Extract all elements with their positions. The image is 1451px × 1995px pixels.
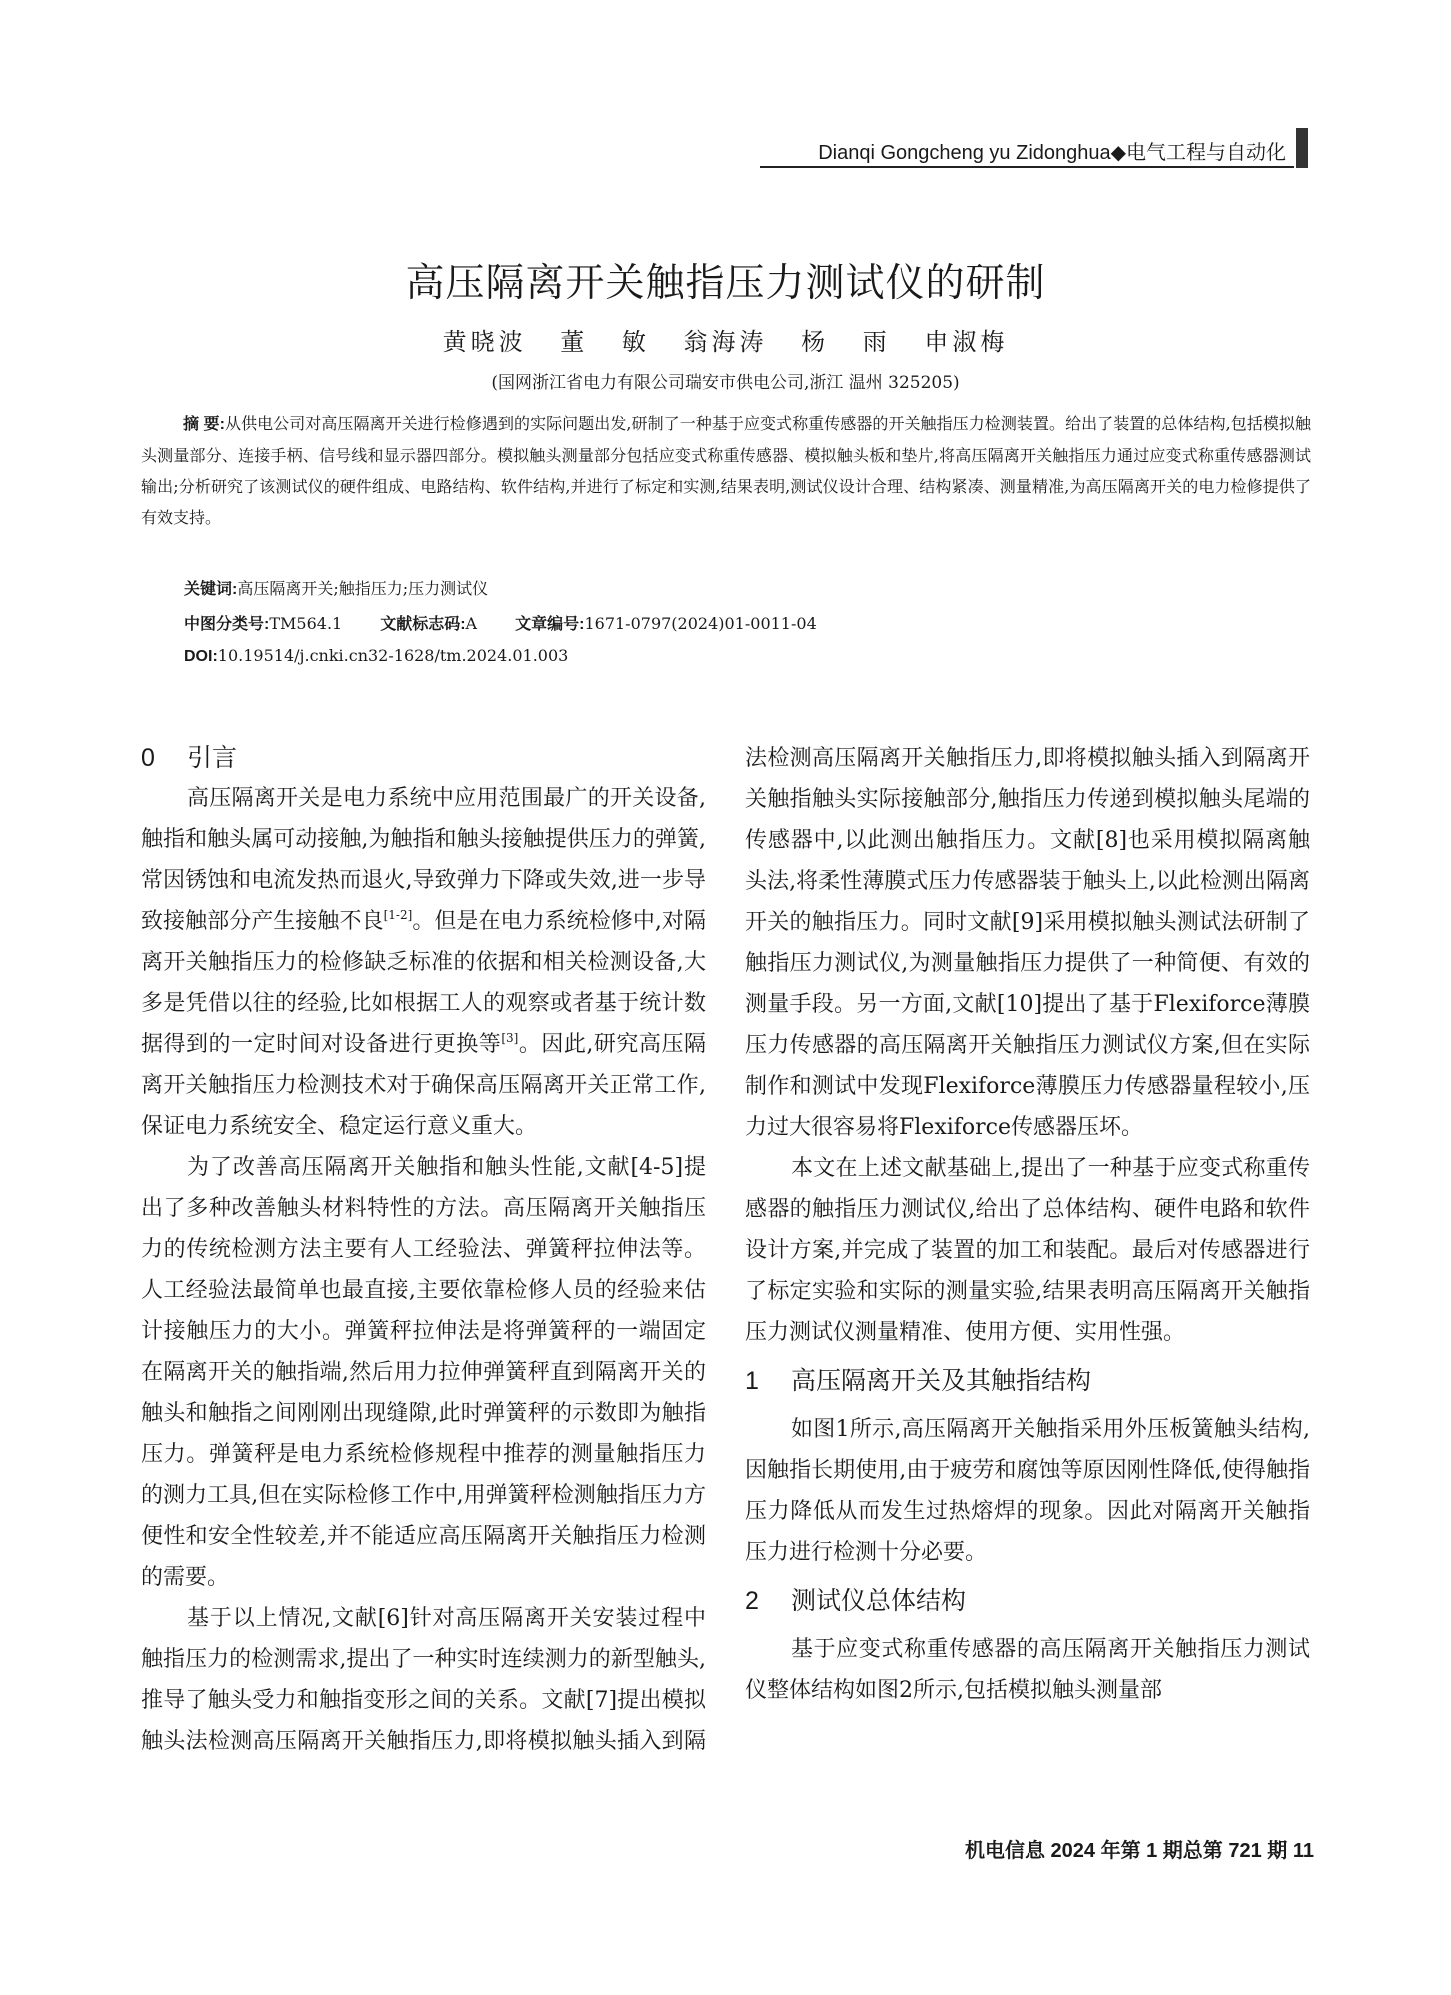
author-list: 黄晓波 董 敏 翁海涛 杨 雨 申淑梅 <box>442 328 1009 356</box>
keywords-label: 关键词: <box>184 581 238 598</box>
paragraph-text: 。但是在电力系统检修中,对隔离开关触指压力的检修缺乏标准的依据和相关检测设备,大多是凭借以往的经验,比如根据工人的观察或者基于统计数据得到的一定时间对设备进行更换等 <box>141 909 706 1057</box>
author-affiliation: (国网浙江省电力有限公司瑞安市供电公司,浙江 温州 325205) <box>491 373 960 393</box>
paragraph-2: 为了改善高压隔离开关触指和触头性能,文献[4-5]提出了多种改善触头材料特性的方法。高压隔离开关触指压力的传统检测方法主要有人工经验法、弹簧秤拉伸法等。人工经验法最简单也最直接,主要依靠检修人员的经验来估计接触压力的大小。弹簧秤拉伸法是将弹簧秤的一端固定在隔离开关的触指端,然后用力拉伸弹簧秤直到隔离开关的触头和触指之间刚刚出现缝隙,此时弹簧秤的示数即为触指压力。弹簧秤是电力系统检修规程中推荐的测量触指压力的测力工具,但在实际检修工作中,用弹簧秤检测触指压力方便性和安全性较差,并不能适应高压隔离开关触指压力检测的需要。 <box>141 1155 706 1590</box>
body-column-left <box>141 738 706 1762</box>
paragraph-1 <box>141 778 706 1147</box>
doi-label: DOI: <box>184 648 218 665</box>
paragraph-text: 。因此,研究高压隔离开关触指压力检测技术对于确保高压隔离开关正常工作,保证电力系统安全、稳定运行意义重大。 <box>141 1032 706 1139</box>
paragraph-3: 基于以上情况,文献[6]针对高压隔离开关安装过程中触指压力的检测需求,提出了一种实时连续测力的新型触头,推导了触头受力和触指变形之间的关系。文献[7]提出模拟触头法检测高压隔离开关触指压力,即将模拟触头插入到隔 <box>141 1606 706 1754</box>
citation-ref: [3] <box>501 1031 519 1045</box>
paragraph-5: 如图1所示,高压隔离开关触指采用外压板簧触头结构,因触指长期使用,由于疲劳和腐蚀等原因刚性降低,使得触指压力降低从而发生过热熔焊的现象。因此对隔离开关触指压力进行检测十分必要。 <box>745 1417 1310 1565</box>
section-number: 1 <box>745 1367 759 1395</box>
doc-code-value: A <box>465 614 478 633</box>
doi-line <box>184 646 568 666</box>
paragraph-text: 法检测高压隔离开关触指压力,即将模拟触头插入到隔离开关触指触头实际接触部分,触指压力传递到模拟触头尾端的传感器中,以此测出触指压力。文献[8]也采用模拟隔离触头法,将柔性薄膜式压力传感器装于触头上,以此检测出隔离开关的触指压力。同时文献[9]采用模拟触头测试法研制了触指压力测试仪,为测量触指压力提供了一种简便、有效的测量手段。另一方面,文献[10]提出了基于Flexiforce薄膜压力传感器的高压隔离开关触指压力测试仪方案,但在实际制作和测试中发现Flexiforce薄膜压力传感器量程较小,压力过大很容易将Flexiforce传感器压坏。 <box>745 746 1310 1140</box>
paragraph-4: 本文在上述文献基础上,提出了一种基于应变式称重传感器的触指压力测试仪,给出了总体结构、硬件电路和软件设计方案,并完成了装置的加工和装配。最后对传感器进行了标定实验和实际的测量实验,结果表明高压隔离开关触指压力测试仪测量精准、使用方便、实用性强。 <box>745 1156 1310 1345</box>
section-title: 高压隔离开关及其触指结构 <box>791 1367 1092 1395</box>
doi-value: 10.19514/j.cnki.cn32-1628/tm.2024.01.003 <box>217 646 569 665</box>
keywords-line <box>184 576 488 599</box>
clc-value: TM564.1 <box>269 614 343 633</box>
clc-label: 中图分类号: <box>184 616 270 633</box>
doc-code-label: 文献标志码: <box>380 616 466 633</box>
section-number: 2 <box>745 1587 759 1615</box>
abstract-label: 摘 要: <box>183 416 225 433</box>
keywords-text: 高压隔离开关;触指压力;压力测试仪 <box>237 579 489 598</box>
page-footer: 机电信息 2024 年第 1 期总第 721 期 11 <box>964 1840 1314 1862</box>
article-no-label: 文章编号: <box>515 616 585 633</box>
paragraph-3-continued <box>745 738 1310 1148</box>
article-title: 高压隔离开关触指压力测试仪的研制 <box>405 262 1046 305</box>
section-heading-1 <box>745 1361 1310 1401</box>
paragraph-6: 基于应变式称重传感器的高压隔离开关触指压力测试仪整体结构如图2所示,包括模拟触头测量部 <box>745 1637 1310 1703</box>
classification-line <box>184 611 817 634</box>
running-header <box>760 128 1308 168</box>
section-title: 引言 <box>187 744 238 772</box>
article-no-value: 1671-0797(2024)01-0011-04 <box>584 614 817 633</box>
body-column-right <box>745 738 1310 1711</box>
section-title: 测试仪总体结构 <box>791 1587 967 1615</box>
section-number: 0 <box>141 744 155 772</box>
section-heading-2 <box>745 1581 1310 1621</box>
header-bar <box>1296 128 1308 168</box>
citation-ref: [1-2] <box>383 908 413 922</box>
paragraph-text: 高压隔离开关是电力系统中应用范围最广的开关设备,触指和触头属可动接触,为触指和触头接触提供压力的弹簧,常因锈蚀和电流发热而退火,导致弹力下降或失效,进一步导致接触部分产生接触不良 <box>141 786 706 934</box>
header-rule <box>760 166 1294 168</box>
abstract-text: 从供电公司对高压隔离开关进行检修遇到的实际问题出发,研制了一种基于应变式称重传感器的开关触指压力检测装置。给出了装置的总体结构,包括模拟触头测量部分、连接手柄、信号线和显示器四部分。模拟触头测量部分包括应变式称重传感器、模拟触头板和垫片,将高压隔离开关触指压力通过应变式称重传感器测试输出;分析研究了该测试仪的硬件组成、电路结构、软件结构,并进行了标定和实测,结果表明,测试仪设计合理、结构紧凑、测量精准,为高压隔离开关的电力检修提供了有效支持。 <box>141 414 1311 527</box>
journal-running-head: Dianqi Gongcheng yu Zidonghua◆电气工程与自动化 <box>818 142 1286 164</box>
abstract <box>141 408 1311 533</box>
section-heading-0 <box>141 738 706 778</box>
